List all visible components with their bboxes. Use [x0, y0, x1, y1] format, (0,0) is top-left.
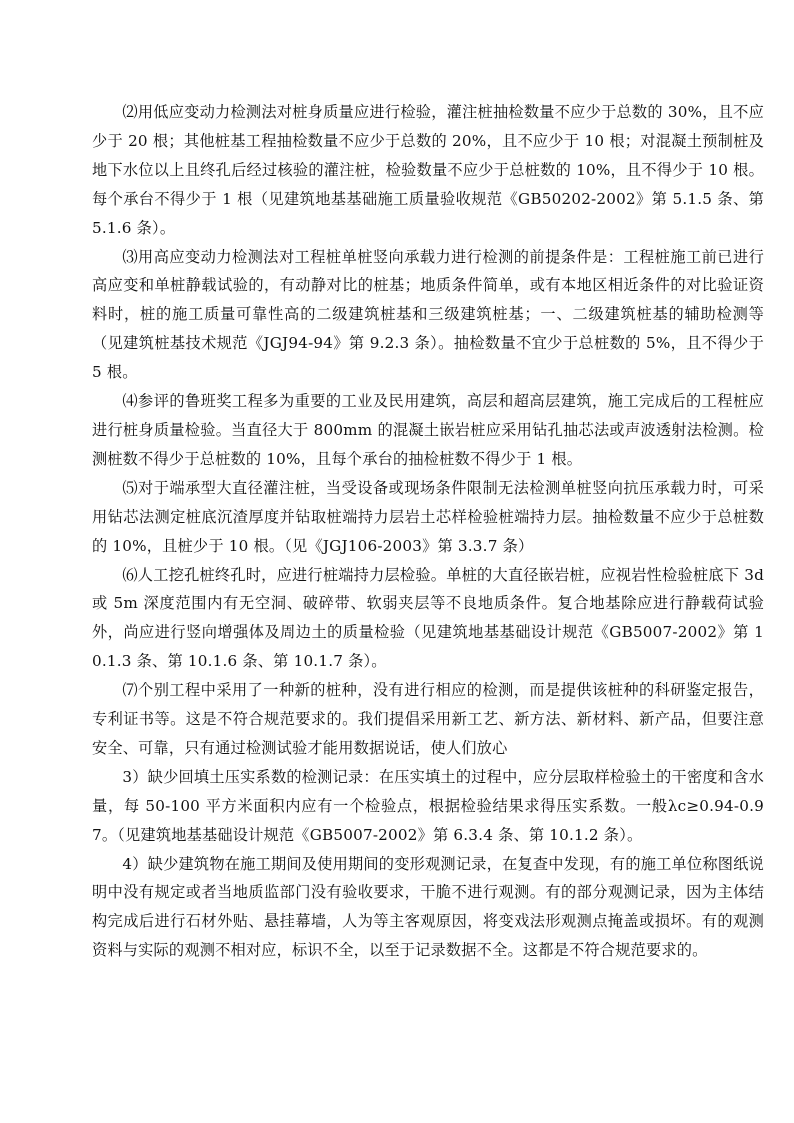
- paragraph-end-bearing-pile: ⑸对于端承型大直径灌注桩，当受设备或现场条件限制无法检测单桩竖向抗压承载力时，可采用钻芯法测定桩底沉渣厚度并钻取桩端持力层岩土芯样检验桩端持力层。抽检数量不应少于总桩数的 10%，且桩少于 10 根。（见《JGJ106-2003》第 3.3.7 条）: [92, 478, 764, 555]
- paragraph-manual-dug-pile: ⑹人工挖孔桩终孔时，应进行桩端持力层检验。单桩的大直径嵌岩桩，应视岩性检验桩底下 3d 或 5m 深度范围内有无空洞、破碎带、软弱夹层等不良地质条件。复合地基除应进行静载荷试验外，尚应进行竖向增强体及周边土的质量检验（见建筑地基基础设计规范《GB5007-2002》第 10.1.3 条、第 10.1.6 条、第 10.1.7 条）。: [92, 565, 764, 671]
- paragraph-new-pile-type: ⑺个别工程中采用了一种新的桩种，没有进行相应的检测，而是提供该桩种的科研鉴定报告，专利证书等。这是不符合规范要求的。我们提倡采用新工艺、新方法、新材料、新产品，但要注意安全、可靠，只有通过检测试验才能用数据说话，使人们放心: [92, 681, 764, 757]
- paragraph-backfill-compaction: 3）缺少回填土压实系数的检测记录：在压实填土的过程中，应分层取样检验土的干密度和含水量，每 50-100 平方米面积内应有一个检验点，根据检验结果求得压实系数。一般λc≥0.94-0.97。（见建筑地基基础设计规范《GB5007-2002》第 6.3.4 条、第 10.1.2 条）。: [92, 767, 764, 844]
- paragraph-low-strain-test: ⑵用低应变动力检测法对桩身质量应进行检验，灌注桩抽检数量不应少于总数的 30%，且不应少于 20 根；其他桩基工程抽检数量不应少于总数的 20%，且不应少于 10 根；对混凝土预制桩及地下水位以上且终孔后经过核验的灌注桩，检验数量不应少于总桩数的 10%，且不得少于 10 根。每个承台不得少于 1 根（见建筑地基基础施工质量验收规范《GB50202-2002》第 5.1.5 条、第 5.1.6 条）。: [92, 103, 764, 237]
- paragraph-pile-integrity-check: ⑷参评的鲁班奖工程多为重要的工业及民用建筑，高层和超高层建筑，施工完成后的工程桩应进行桩身质量检验。当直径大于 800mm 的混凝土嵌岩桩应采用钻孔抽芯法或声波透射法检测。检测桩数不得少于总桩数的 10%，且每个承台的抽检桩数不得少于 1 根。: [92, 392, 764, 468]
- document-body: [92, 98, 764, 965]
- paragraph-deformation-observation: 4）缺少建筑物在施工期间及使用期间的变形观测记录，在复查中发现，有的施工单位称图纸说明中没有规定或者当地质监部门没有验收要求，干脆不进行观测。有的部分观测记录，因为主体结构完成后进行石材外贴、悬挂幕墙，人为等主客观原因，将变戏法形观测点掩盖或损坏。有的观测资料与实际的观测不相对应，标识不全，以至于记录数据不全。这都是不符合规范要求的。: [92, 854, 764, 960]
- paragraph-high-strain-test: ⑶用高应变动力检测法对工程桩单桩竖向承载力进行检测的前提条件是：工程桩施工前已进行高应变和单桩静载试验的，有动静对比的桩基；地质条件简单，或有本地区相近条件的对比验证资料时，桩的施工质量可靠性高的二级建筑桩基和三级建筑桩基；一、二级建筑桩基的辅助检测等（见建筑桩基技术规范《JGJ94-94》第 9.2.3 条）。抽检数量不宜少于总桩数的 5%，且不得少于 5 根。: [92, 247, 764, 382]
